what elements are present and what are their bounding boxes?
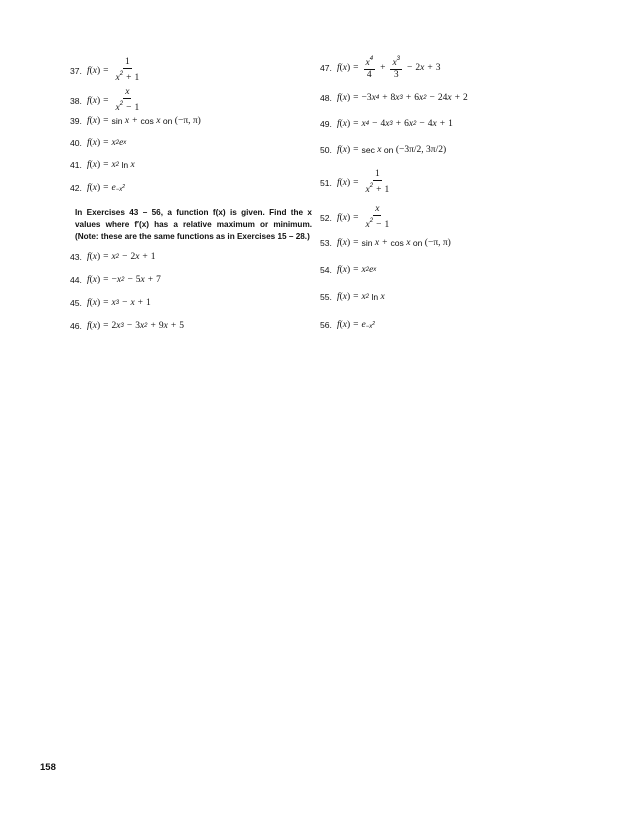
exercise-number: 46. [70, 321, 82, 331]
exercise-51: 51. f ( x ) = $\frac{1}{x^2 + 1}$ [320, 169, 390, 195]
exercise-number: 45. [70, 298, 82, 308]
exercise-56: 56. f ( x ) = e $-x^2$ [320, 320, 376, 330]
instructions: In Exercises 43 – 56, a function f(x) is given. Find the x values where f′(x) has a relative maximum or minimum. (Note: these are the same functions as in Exercises 15 – 28.) [75, 208, 312, 241]
exercise-number: 53. [320, 238, 332, 248]
exercise-49: 49. f ( x ) = x 4 − 4 x 3 + 6 x 2 − 4 x + 1 [320, 119, 453, 129]
exercise-45: 45. f ( x ) = x 3 − x + 1 [70, 298, 151, 308]
exercise-50: 50. f ( x ) = sec x on (−3π/2, 3π/2) [320, 145, 447, 155]
exercise-number: 44. [70, 275, 82, 285]
exercise-55: 55. f ( x ) = x 2 ln x [320, 292, 385, 302]
exercise-number: 54. [320, 265, 332, 275]
exercise-40: 40. f ( x ) = x 2 e x [70, 138, 127, 148]
exercise-54: 54. f ( x ) = x 2 e x [320, 265, 377, 275]
exercise-43: 43. f ( x ) = x 2 − 2 x + 1 [70, 252, 156, 262]
exercise-53: 53. f ( x ) = sin x + cos x on (−π, π) [320, 238, 451, 248]
exercise-number: 41. [70, 160, 82, 170]
exercise-37: 37. f ( x ) = $\frac{1}{x^2 + 1}$ [70, 57, 140, 83]
exercise-number: 56. [320, 320, 332, 330]
exercise-39: 39. f ( x ) = sin x + cos x on (−π, π) [70, 116, 201, 126]
exercise-number: 52. [320, 212, 332, 223]
exercise-47: 47. f ( x ) = $\frac{x^4}{4}$ + $\frac{x^3}{3}$ − 2 x + 3 [320, 56, 441, 80]
exercise-number: 38. [70, 95, 82, 106]
exercise-number: 47. [320, 62, 332, 73]
exercise-number: 51. [320, 177, 332, 188]
exercise-42: 42. f ( x ) = e $-x^2$ [70, 183, 126, 193]
exercise-number: 49. [320, 119, 332, 129]
exercise-38: 38. f ( x ) = $\frac{x}{x^2 - 1}$ [70, 87, 140, 113]
exercise-48: 48. f ( x ) = −3 x 4 + 8 x 3 + 6 x 2 − 24 x + 2 [320, 93, 468, 103]
exercise-number: 55. [320, 292, 332, 302]
exercise-44: 44. f ( x ) = − x 2 − 5 x + 7 [70, 275, 161, 285]
exercise-number: 37. [70, 65, 82, 76]
exercise-number: 40. [70, 138, 82, 148]
exercise-number: 43. [70, 252, 82, 262]
exercise-number: 42. [70, 183, 82, 193]
exercise-number: 48. [320, 93, 332, 103]
exercise-number: 50. [320, 145, 332, 155]
exercise-52: 52. f ( x ) = $\frac{x}{x^2 - 1}$ [320, 204, 390, 230]
exercise-41: 41. f ( x ) = x 2 ln x [70, 160, 135, 170]
page-number: 158 [40, 762, 56, 773]
exercise-number: 39. [70, 116, 82, 126]
exercise-46: 46. f ( x ) = 2 x 3 − 3 x 2 + 9 x + 5 [70, 321, 184, 331]
